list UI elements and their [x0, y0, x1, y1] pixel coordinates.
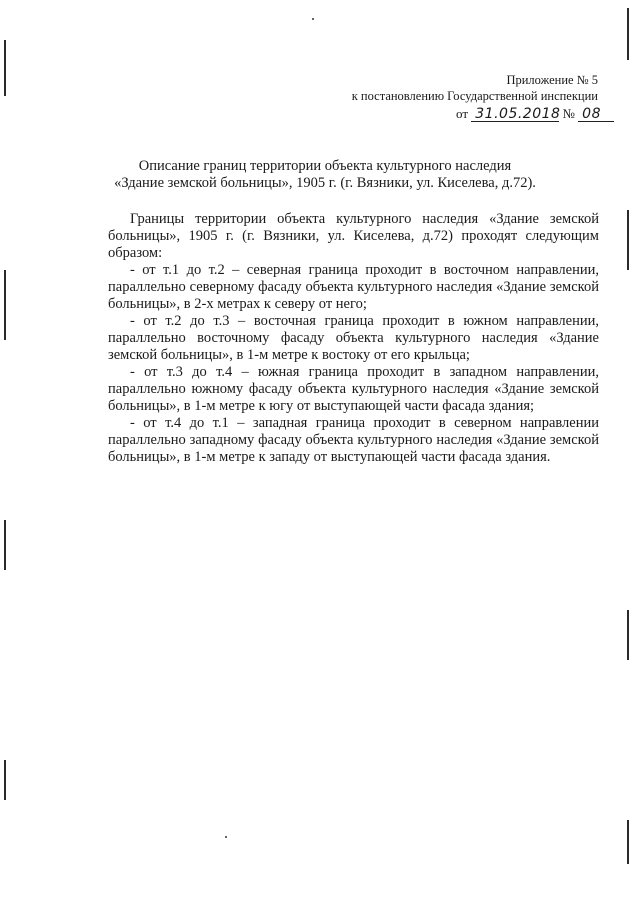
- from-label: от: [456, 106, 469, 121]
- intro-paragraph: Границы территории объекта культурного наследия «Здание земской больницы», 1905 г. (г. Вязники, ул. Киселева, д.72) проходят следующим образом:: [108, 211, 599, 261]
- scan-edge-mark: [4, 40, 6, 96]
- scan-speck: [225, 836, 227, 838]
- scan-edge-mark: [4, 760, 6, 800]
- boundary-segment-1-2: - от т.1 до т.2 – северная граница проходит в восточном направлении, параллельно северному фасаду объекта культурного наследия «Здание земской больницы», в 2-х метрах к северу от него;: [108, 262, 599, 312]
- scan-edge-mark: [4, 270, 6, 340]
- title-line-2: «Здание земской больницы», 1905 г. (г. Вязники, ул. Киселева, д.72).: [114, 175, 536, 191]
- boundary-segment-4-1: - от т.4 до т.1 – западная граница проходит в северном направлении параллельно западному фасаду объекта культурного наследия «Здание земской больницы», в 1-м метре к западу от выступающей части фасада здания.: [108, 415, 599, 465]
- resolution-number: 08: [578, 107, 614, 122]
- scan-edge-mark: [627, 610, 629, 660]
- scan-edge-mark: [627, 210, 629, 270]
- appendix-reference: [352, 72, 598, 104]
- scan-edge-mark: [4, 520, 6, 570]
- number-label: №: [562, 106, 575, 121]
- title-line-1: Описание границ территории объекта культурного наследия: [138, 158, 512, 174]
- scan-edge-mark: [627, 820, 629, 864]
- scan-speck: [312, 18, 314, 20]
- document-body: [108, 211, 599, 466]
- boundary-segment-2-3: - от т.2 до т.3 – восточная граница проходит в южном направлении, параллельно восточному фасаду объекта культурного наследия «Здание земской больницы», в 1-м метре к востоку от его крыльца;: [108, 313, 599, 363]
- resolution-date: 31.05.2018: [471, 107, 559, 122]
- resolution-date-line: [456, 106, 614, 122]
- document-title: [110, 158, 540, 192]
- appendix-resolution: к постановлению Государственной инспекции: [351, 89, 598, 103]
- boundary-segment-3-4: - от т.3 до т.4 – южная граница проходит в западном направлении, параллельно южному фасаду объекта культурного наследия «Здание земской больницы», в 1-м метре к югу от выступающей части фасада здания;: [108, 364, 599, 414]
- scan-edge-mark: [627, 8, 629, 60]
- appendix-number: Приложение № 5: [506, 73, 598, 87]
